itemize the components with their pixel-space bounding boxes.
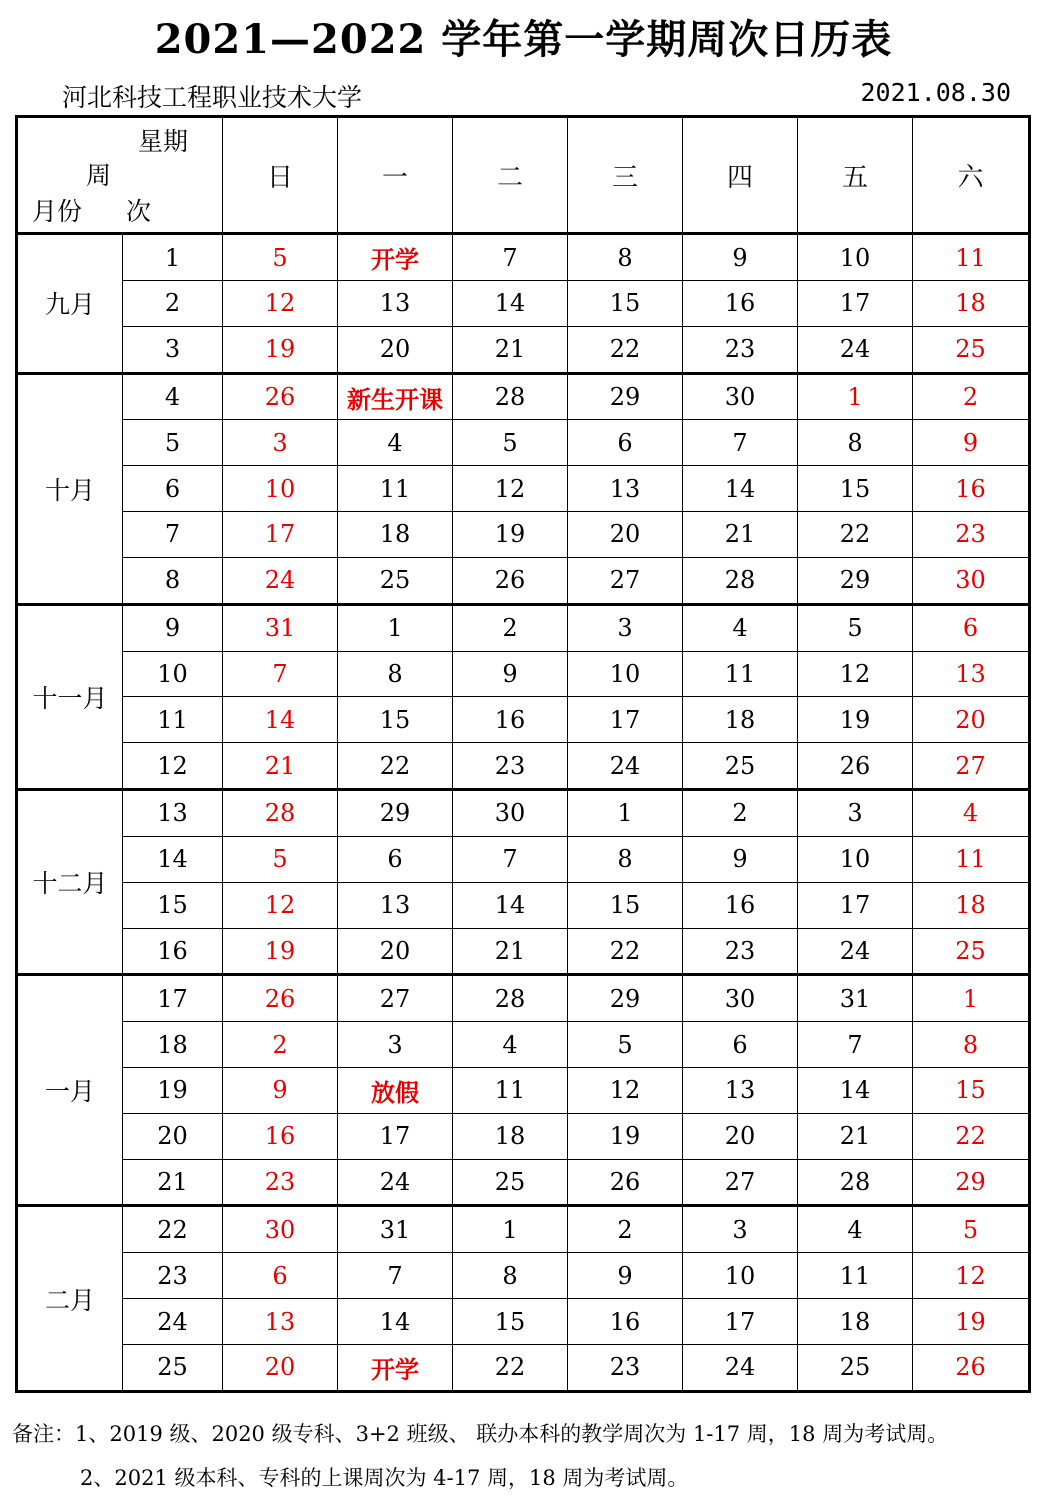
week-number: 12 xyxy=(123,743,223,790)
day-cell: 29 xyxy=(798,557,913,604)
day-cell: 2 xyxy=(568,1206,683,1253)
day-cell: 28 xyxy=(683,557,798,604)
week-row xyxy=(17,280,1030,326)
day-cell: 23 xyxy=(683,928,798,975)
day-cell: 29 xyxy=(338,790,453,837)
day-cell: 18 xyxy=(338,512,453,558)
day-cell: 10 xyxy=(568,651,683,697)
day-cell: 22 xyxy=(568,928,683,975)
day-cell: 1 xyxy=(798,373,913,420)
day-cell: 19 xyxy=(568,1113,683,1159)
day-cell: 8 xyxy=(338,651,453,697)
week-row xyxy=(17,512,1030,558)
day-header-fri: 五 xyxy=(798,117,913,234)
day-cell: 17 xyxy=(798,882,913,928)
week-row xyxy=(17,326,1030,373)
day-cell: 12 xyxy=(798,651,913,697)
issue-date: 2021.08.30 xyxy=(860,78,1011,107)
week-row xyxy=(17,836,1030,882)
week-row xyxy=(17,743,1030,790)
corner-count-label: 次 xyxy=(126,197,152,226)
day-cell: 31 xyxy=(223,604,338,651)
calendar-table xyxy=(15,115,1031,1393)
calendar-note: 开学 xyxy=(338,1344,453,1391)
day-cell: 3 xyxy=(223,420,338,466)
day-header-thu: 四 xyxy=(683,117,798,234)
day-cell: 9 xyxy=(683,836,798,882)
note-1: 备注：1、2019 级、2020 级专科、3+2 班级、 联办本科的教学周次为 1-17 周，18 周为考试周。 xyxy=(12,1422,949,1446)
day-cell: 2 xyxy=(453,604,568,651)
day-cell: 7 xyxy=(453,836,568,882)
day-cell: 26 xyxy=(453,557,568,604)
day-cell: 11 xyxy=(913,836,1030,882)
day-cell: 6 xyxy=(338,836,453,882)
day-cell: 20 xyxy=(913,697,1030,743)
day-cell: 14 xyxy=(798,1068,913,1114)
page-title: 2021—2022 学年第一学期周次日历表 xyxy=(154,16,893,63)
day-cell: 29 xyxy=(913,1159,1030,1206)
month-label: 十月 xyxy=(17,373,123,604)
week-number: 9 xyxy=(123,604,223,651)
week-number: 1 xyxy=(123,234,223,281)
day-cell: 8 xyxy=(913,1022,1030,1068)
week-row xyxy=(17,928,1030,975)
day-cell: 10 xyxy=(798,234,913,281)
day-cell: 14 xyxy=(683,466,798,512)
day-cell: 3 xyxy=(683,1206,798,1253)
day-cell: 6 xyxy=(568,420,683,466)
day-cell: 16 xyxy=(223,1113,338,1159)
day-cell: 10 xyxy=(683,1253,798,1299)
day-cell: 22 xyxy=(338,743,453,790)
day-cell: 16 xyxy=(913,466,1030,512)
month-label: 二月 xyxy=(17,1206,123,1392)
week-row xyxy=(17,790,1030,837)
day-cell: 19 xyxy=(798,697,913,743)
day-cell: 13 xyxy=(683,1068,798,1114)
day-cell: 5 xyxy=(913,1206,1030,1253)
day-cell: 2 xyxy=(683,790,798,837)
week-row xyxy=(17,651,1030,697)
day-header-sat: 六 xyxy=(913,117,1030,234)
day-cell: 19 xyxy=(453,512,568,558)
day-cell: 9 xyxy=(913,420,1030,466)
day-header-mon: 一 xyxy=(338,117,453,234)
day-cell: 5 xyxy=(798,604,913,651)
day-cell: 23 xyxy=(223,1159,338,1206)
week-number: 25 xyxy=(123,1344,223,1391)
calendar-note: 新生开课 xyxy=(338,373,453,420)
week-number: 13 xyxy=(123,790,223,837)
day-cell: 29 xyxy=(568,975,683,1022)
corner-week-label: 周 xyxy=(86,161,112,190)
day-cell: 14 xyxy=(223,697,338,743)
day-cell: 27 xyxy=(683,1159,798,1206)
day-cell: 11 xyxy=(913,234,1030,281)
day-cell: 17 xyxy=(568,697,683,743)
week-number: 2 xyxy=(123,280,223,326)
day-cell: 24 xyxy=(223,557,338,604)
week-number: 7 xyxy=(123,512,223,558)
day-cell: 20 xyxy=(223,1344,338,1391)
day-cell: 5 xyxy=(568,1022,683,1068)
day-cell: 27 xyxy=(338,975,453,1022)
day-cell: 12 xyxy=(453,466,568,512)
day-cell: 16 xyxy=(683,882,798,928)
day-cell: 4 xyxy=(913,790,1030,837)
day-cell: 16 xyxy=(453,697,568,743)
day-cell: 23 xyxy=(683,326,798,373)
week-number: 14 xyxy=(123,836,223,882)
month-label: 十二月 xyxy=(17,790,123,975)
week-number: 15 xyxy=(123,882,223,928)
day-cell: 8 xyxy=(568,234,683,281)
day-cell: 30 xyxy=(223,1206,338,1253)
day-cell: 12 xyxy=(568,1068,683,1114)
day-cell: 24 xyxy=(683,1344,798,1391)
month-label: 九月 xyxy=(17,234,123,374)
week-number: 18 xyxy=(123,1022,223,1068)
day-cell: 15 xyxy=(338,697,453,743)
day-cell: 17 xyxy=(223,512,338,558)
day-cell: 29 xyxy=(568,373,683,420)
week-number: 3 xyxy=(123,326,223,373)
day-cell: 18 xyxy=(913,280,1030,326)
week-row xyxy=(17,697,1030,743)
day-cell: 1 xyxy=(913,975,1030,1022)
day-header-tue: 二 xyxy=(453,117,568,234)
day-cell: 24 xyxy=(798,326,913,373)
day-cell: 25 xyxy=(338,557,453,604)
day-cell: 28 xyxy=(798,1159,913,1206)
day-cell: 8 xyxy=(568,836,683,882)
day-cell: 26 xyxy=(223,975,338,1022)
day-cell: 11 xyxy=(798,1253,913,1299)
week-number: 22 xyxy=(123,1206,223,1253)
day-cell: 1 xyxy=(453,1206,568,1253)
week-number: 21 xyxy=(123,1159,223,1206)
month-label: 十一月 xyxy=(17,604,123,789)
week-number: 19 xyxy=(123,1068,223,1114)
day-cell: 8 xyxy=(798,420,913,466)
day-cell: 14 xyxy=(338,1299,453,1345)
week-row xyxy=(17,1068,1030,1114)
day-cell: 7 xyxy=(798,1022,913,1068)
week-row xyxy=(17,882,1030,928)
day-cell: 14 xyxy=(453,882,568,928)
day-cell: 20 xyxy=(568,512,683,558)
corner-header xyxy=(17,117,223,234)
day-cell: 23 xyxy=(568,1344,683,1391)
day-cell: 13 xyxy=(223,1299,338,1345)
day-cell: 20 xyxy=(338,928,453,975)
school-name: 河北科技工程职业技术大学 xyxy=(62,83,363,112)
day-cell: 23 xyxy=(453,743,568,790)
day-cell: 28 xyxy=(453,373,568,420)
day-cell: 9 xyxy=(453,651,568,697)
week-row xyxy=(17,975,1030,1022)
day-cell: 18 xyxy=(913,882,1030,928)
day-cell: 25 xyxy=(798,1344,913,1391)
day-cell: 21 xyxy=(453,326,568,373)
day-cell: 1 xyxy=(568,790,683,837)
day-cell: 3 xyxy=(568,604,683,651)
day-cell: 30 xyxy=(453,790,568,837)
day-cell: 7 xyxy=(453,234,568,281)
week-number: 8 xyxy=(123,557,223,604)
week-row xyxy=(17,1299,1030,1345)
day-cell: 31 xyxy=(798,975,913,1022)
day-cell: 15 xyxy=(913,1068,1030,1114)
month-label: 一月 xyxy=(17,975,123,1206)
day-cell: 13 xyxy=(338,280,453,326)
day-cell: 1 xyxy=(338,604,453,651)
day-cell: 4 xyxy=(453,1022,568,1068)
week-row xyxy=(17,234,1030,281)
day-cell: 22 xyxy=(913,1113,1030,1159)
day-cell: 6 xyxy=(683,1022,798,1068)
day-cell: 26 xyxy=(913,1344,1030,1391)
day-cell: 7 xyxy=(338,1253,453,1299)
day-cell: 25 xyxy=(913,326,1030,373)
day-cell: 22 xyxy=(568,326,683,373)
day-cell: 25 xyxy=(453,1159,568,1206)
week-row xyxy=(17,557,1030,604)
day-cell: 5 xyxy=(453,420,568,466)
day-cell: 28 xyxy=(453,975,568,1022)
day-cell: 15 xyxy=(453,1299,568,1345)
day-cell: 15 xyxy=(798,466,913,512)
day-cell: 17 xyxy=(683,1299,798,1345)
day-cell: 20 xyxy=(338,326,453,373)
day-cell: 20 xyxy=(683,1113,798,1159)
day-cell: 4 xyxy=(338,420,453,466)
week-row xyxy=(17,1022,1030,1068)
day-cell: 3 xyxy=(338,1022,453,1068)
day-cell: 30 xyxy=(683,975,798,1022)
day-cell: 16 xyxy=(568,1299,683,1345)
day-cell: 10 xyxy=(798,836,913,882)
day-cell: 25 xyxy=(913,928,1030,975)
day-cell: 5 xyxy=(223,234,338,281)
calendar-note: 放假 xyxy=(338,1068,453,1114)
week-number: 11 xyxy=(123,697,223,743)
week-number: 20 xyxy=(123,1113,223,1159)
day-cell: 13 xyxy=(338,882,453,928)
week-number: 16 xyxy=(123,928,223,975)
week-number: 24 xyxy=(123,1299,223,1345)
day-cell: 6 xyxy=(223,1253,338,1299)
day-cell: 27 xyxy=(568,557,683,604)
day-cell: 2 xyxy=(913,373,1030,420)
day-cell: 11 xyxy=(683,651,798,697)
day-cell: 21 xyxy=(798,1113,913,1159)
day-header-sun: 日 xyxy=(223,117,338,234)
day-cell: 13 xyxy=(568,466,683,512)
week-number: 23 xyxy=(123,1253,223,1299)
day-cell: 4 xyxy=(798,1206,913,1253)
week-row xyxy=(17,420,1030,466)
day-cell: 2 xyxy=(223,1022,338,1068)
day-cell: 9 xyxy=(223,1068,338,1114)
week-row xyxy=(17,1344,1030,1391)
day-cell: 12 xyxy=(913,1253,1030,1299)
day-cell: 17 xyxy=(338,1113,453,1159)
day-cell: 24 xyxy=(338,1159,453,1206)
day-cell: 24 xyxy=(568,743,683,790)
day-cell: 25 xyxy=(683,743,798,790)
day-cell: 16 xyxy=(683,280,798,326)
corner-weekday-label: 星期 xyxy=(138,127,189,156)
day-cell: 28 xyxy=(223,790,338,837)
week-number: 6 xyxy=(123,466,223,512)
day-cell: 11 xyxy=(338,466,453,512)
day-cell: 27 xyxy=(913,743,1030,790)
day-cell: 26 xyxy=(568,1159,683,1206)
day-cell: 26 xyxy=(798,743,913,790)
day-cell: 18 xyxy=(798,1299,913,1345)
day-cell: 6 xyxy=(913,604,1030,651)
week-number: 4 xyxy=(123,373,223,420)
day-cell: 18 xyxy=(453,1113,568,1159)
day-cell: 7 xyxy=(683,420,798,466)
week-row xyxy=(17,1113,1030,1159)
day-cell: 7 xyxy=(223,651,338,697)
day-cell: 22 xyxy=(798,512,913,558)
week-row xyxy=(17,373,1030,420)
day-cell: 19 xyxy=(223,928,338,975)
day-cell: 10 xyxy=(223,466,338,512)
week-number: 17 xyxy=(123,975,223,1022)
day-cell: 21 xyxy=(223,743,338,790)
day-header-wed: 三 xyxy=(568,117,683,234)
day-cell: 15 xyxy=(568,280,683,326)
day-cell: 5 xyxy=(223,836,338,882)
header-row xyxy=(17,117,1030,234)
day-cell: 31 xyxy=(338,1206,453,1253)
week-row xyxy=(17,604,1030,651)
day-cell: 12 xyxy=(223,882,338,928)
day-cell: 3 xyxy=(798,790,913,837)
day-cell: 26 xyxy=(223,373,338,420)
week-row xyxy=(17,466,1030,512)
calendar-note: 开学 xyxy=(338,234,453,281)
week-row xyxy=(17,1206,1030,1253)
week-number: 10 xyxy=(123,651,223,697)
day-cell: 30 xyxy=(913,557,1030,604)
day-cell: 13 xyxy=(913,651,1030,697)
day-cell: 14 xyxy=(453,280,568,326)
note-2: 2、2021 级本科、专科的上课周次为 4-17 周，18 周为考试周。 xyxy=(80,1466,689,1490)
week-number: 5 xyxy=(123,420,223,466)
week-row xyxy=(17,1253,1030,1299)
day-cell: 19 xyxy=(913,1299,1030,1345)
day-cell: 12 xyxy=(223,280,338,326)
day-cell: 21 xyxy=(453,928,568,975)
day-cell: 15 xyxy=(568,882,683,928)
corner-month-label: 月份 xyxy=(32,197,83,226)
day-cell: 18 xyxy=(683,697,798,743)
day-cell: 21 xyxy=(683,512,798,558)
day-cell: 22 xyxy=(453,1344,568,1391)
day-cell: 9 xyxy=(683,234,798,281)
day-cell: 23 xyxy=(913,512,1030,558)
day-cell: 17 xyxy=(798,280,913,326)
day-cell: 11 xyxy=(453,1068,568,1114)
day-cell: 9 xyxy=(568,1253,683,1299)
day-cell: 19 xyxy=(223,326,338,373)
week-row xyxy=(17,1159,1030,1206)
day-cell: 24 xyxy=(798,928,913,975)
day-cell: 8 xyxy=(453,1253,568,1299)
day-cell: 30 xyxy=(683,373,798,420)
day-cell: 4 xyxy=(683,604,798,651)
